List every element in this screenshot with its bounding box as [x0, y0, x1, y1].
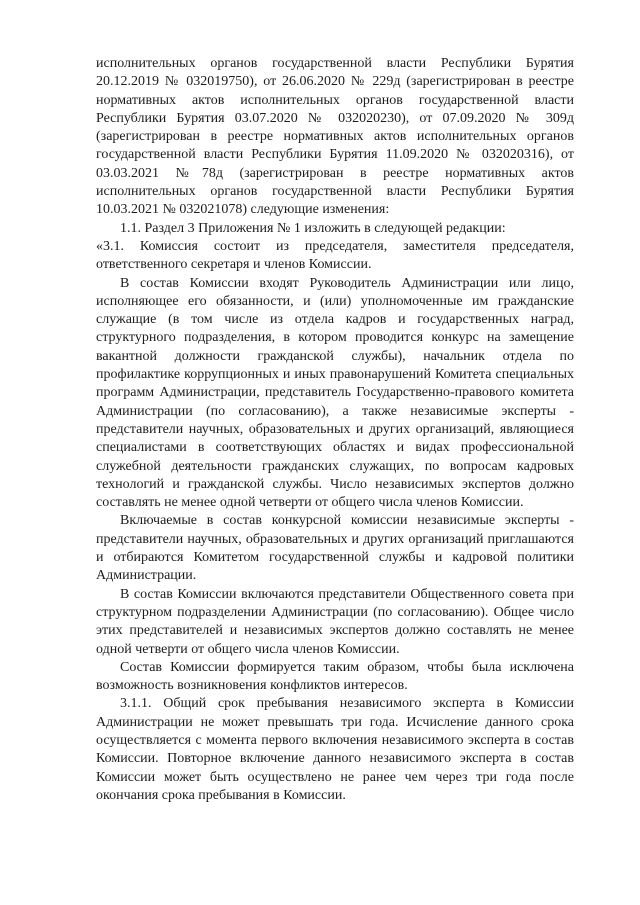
paragraph-intro: исполнительных органов государственной власти Республики Бурятия 20.12.2019 № 032019750), от 26.06.2020 № 229д (зарегистрирован в реестре нормативных актов исполнительных органов государственной власти Республики Бурятия 03.07.2020 № 032020230), от 07.09.2020 № 309д (зарегистрирован в реестре нормативных актов исполнительных органов государственной власти Республики Бурятия 11.09.2020 № 032020316), от 03.03.2021 №78д (зарегистрирован в реестре нормативных актов исполнительных органов государственной власти Республики Бурятия 10.03.2021 № 032021078) следующие изменения:: [96, 56, 574, 218]
paragraph-conflict-of-interest: Состав Комиссии формируется таким образом, чтобы была исключена возможность возникновения конфликтов интересов.: [96, 659, 574, 694]
paragraph-item-1-1: 1.1. Раздел 3 Приложения № 1 изложить в следующей редакции:: [120, 220, 506, 236]
paragraph-3-1-1: 3.1.1. Общий срок пребывания независимого эксперта в Комиссии Администрации не может превышать три года. Исчисление данного срока осуществляется с момента первого включения независимого эксперта в состав Комиссии. Повторное включение данного независимого эксперта в состав Комиссии может быть осуществлено не ранее чем через три года после окончания срока пребывания в Комиссии.: [96, 696, 574, 803]
paragraph-independent-experts: Включаемые в состав конкурсной комиссии независимые эксперты - представители научных, образовательных и других организаций приглашаются и отбираются Комитетом государственной службы и кадровой политики Администрации.: [96, 513, 574, 584]
paragraph-3-1: «3.1. Комиссия состоит из председателя, заместителя председателя, ответственного секретаря и членов Комиссии.: [96, 238, 574, 273]
document-body: [96, 55, 574, 805]
paragraph-commission-members: В состав Комиссии входят Руководитель Администрации или лицо, исполняющее его обязанности, и (или) уполномоченные им гражданские служащие (в том числе из отдела кадров и государственных наград, структурного подразделения, в котором проводится конкурс на замещение вакантной должности гражданской службы), начальник отдела по профилактике коррупционных и иных правонарушений Комитета специальных программ Администрации, представитель Государственно-правового комитета Администрации (по согласованию), а также независимые эксперты - представители научных, образовательных и других организаций, являющиеся специалистами в соответствующих областях и видах профессиональной служебной деятельности гражданских служащих, по вопросам кадровых технологий и гражданской службы. Число независимых экспертов должно составлять не менее одной четверти от общего числа членов Комиссии.: [96, 275, 574, 511]
paragraph-public-council: В состав Комиссии включаются представители Общественного совета при структурном подразделении Администрации (по согласованию). Общее число этих представителей и независимых экспертов должно составлять не менее одной четверти от общего числа членов Комиссии.: [96, 586, 574, 657]
